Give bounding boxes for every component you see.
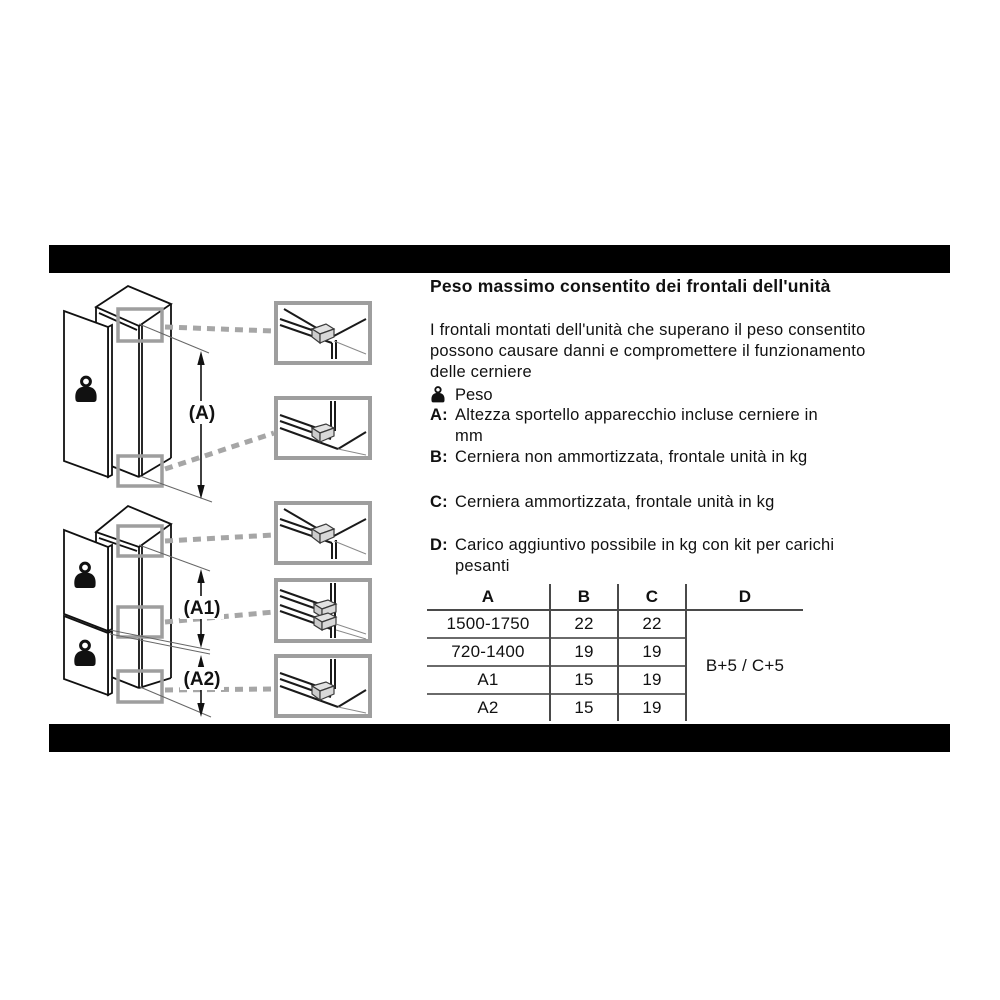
hinge-detail-top-callout (276, 503, 370, 563)
dimension-label-a2: (A2) (183, 669, 221, 690)
col-header-a: A (427, 584, 550, 610)
callout-leader-dashed (165, 433, 274, 469)
hinge-diagram-svg (48, 273, 420, 725)
col-header-b: B (550, 584, 618, 610)
hinge-detail-bottom-callout (276, 398, 370, 458)
col-header-c: C (618, 584, 686, 610)
legend-text-d (455, 535, 834, 577)
intro-paragraph (430, 320, 865, 383)
table-row (427, 610, 803, 638)
legend-text-b: Cerniera non ammortizzata, frontale unità in kg (455, 448, 808, 466)
bottom-separator-bar (49, 724, 950, 752)
cell-a: A1 (427, 666, 550, 694)
legend-key-c: C: (430, 493, 448, 511)
cell-b: 15 (550, 666, 618, 694)
table-header-row (427, 584, 803, 610)
cell-c: 22 (618, 610, 686, 638)
intro-line: I frontali montati dell'unità che superano il peso consentito (430, 321, 866, 339)
weight-icon (430, 385, 455, 405)
legend-item-peso (430, 385, 493, 405)
cell-b: 22 (550, 610, 618, 638)
dimension-arrow-a2 (180, 655, 224, 717)
legend-item-d (430, 535, 834, 577)
cell-c: 19 (618, 638, 686, 666)
intro-line: delle cerniere (430, 363, 532, 381)
cell-a: 720-1400 (427, 638, 550, 666)
dimension-label-a1: (A1) (183, 598, 221, 619)
cell-d-merged: B+5 / C+5 (686, 610, 803, 721)
cell-c: 19 (618, 694, 686, 721)
legend-text-line: Altezza sportello apparecchio incluse cerniere in (455, 406, 818, 424)
legend-key-a: A: (430, 406, 448, 424)
single-door-unit (64, 286, 370, 502)
page-title: Peso massimo consentito dei frontali dell'unità (430, 276, 831, 296)
callout-leader-dashed (165, 535, 274, 541)
legend-text-line: mm (455, 427, 483, 445)
legend-peso-label: Peso (455, 385, 493, 404)
dimension-arrow-a (183, 351, 221, 499)
cell-c: 19 (618, 666, 686, 694)
legend-text-line: pesanti (455, 557, 510, 575)
double-door-unit (64, 503, 370, 717)
text-column (430, 276, 946, 728)
callout-leader-dashed (165, 327, 274, 331)
legend-text-line: Carico aggiuntivo possibile in kg con kit per carichi (455, 536, 835, 554)
dimension-label-a: (A) (188, 403, 216, 424)
installation-diagram (48, 273, 420, 725)
legend-item-a (430, 405, 818, 447)
legend-text-c: Cerniera ammortizzata, frontale unità in kg (455, 493, 775, 511)
cell-a: 1500-1750 (446, 614, 530, 633)
cell-b: 19 (550, 638, 618, 666)
col-header-d: D (686, 584, 803, 610)
hinge-highlight-bottom (118, 671, 162, 702)
legend-item-c (430, 492, 775, 513)
intro-line: possono causare danni e compromettere il funzionamento (430, 342, 866, 360)
cell-a: A2 (427, 694, 550, 721)
cell-b: 15 (550, 694, 618, 721)
hinge-detail-bottom-callout (276, 656, 370, 716)
hinge-detail-top-callout (276, 303, 370, 363)
dimension-arrow-a1 (180, 569, 224, 648)
top-separator-bar (49, 245, 950, 273)
hinge-detail-middle-callout (276, 580, 370, 641)
weight-spec-table (427, 584, 803, 721)
legend-key-b: B: (430, 448, 448, 466)
legend-text-a (455, 405, 818, 447)
legend-item-b (430, 447, 807, 468)
legend-key-d: D: (430, 536, 448, 554)
